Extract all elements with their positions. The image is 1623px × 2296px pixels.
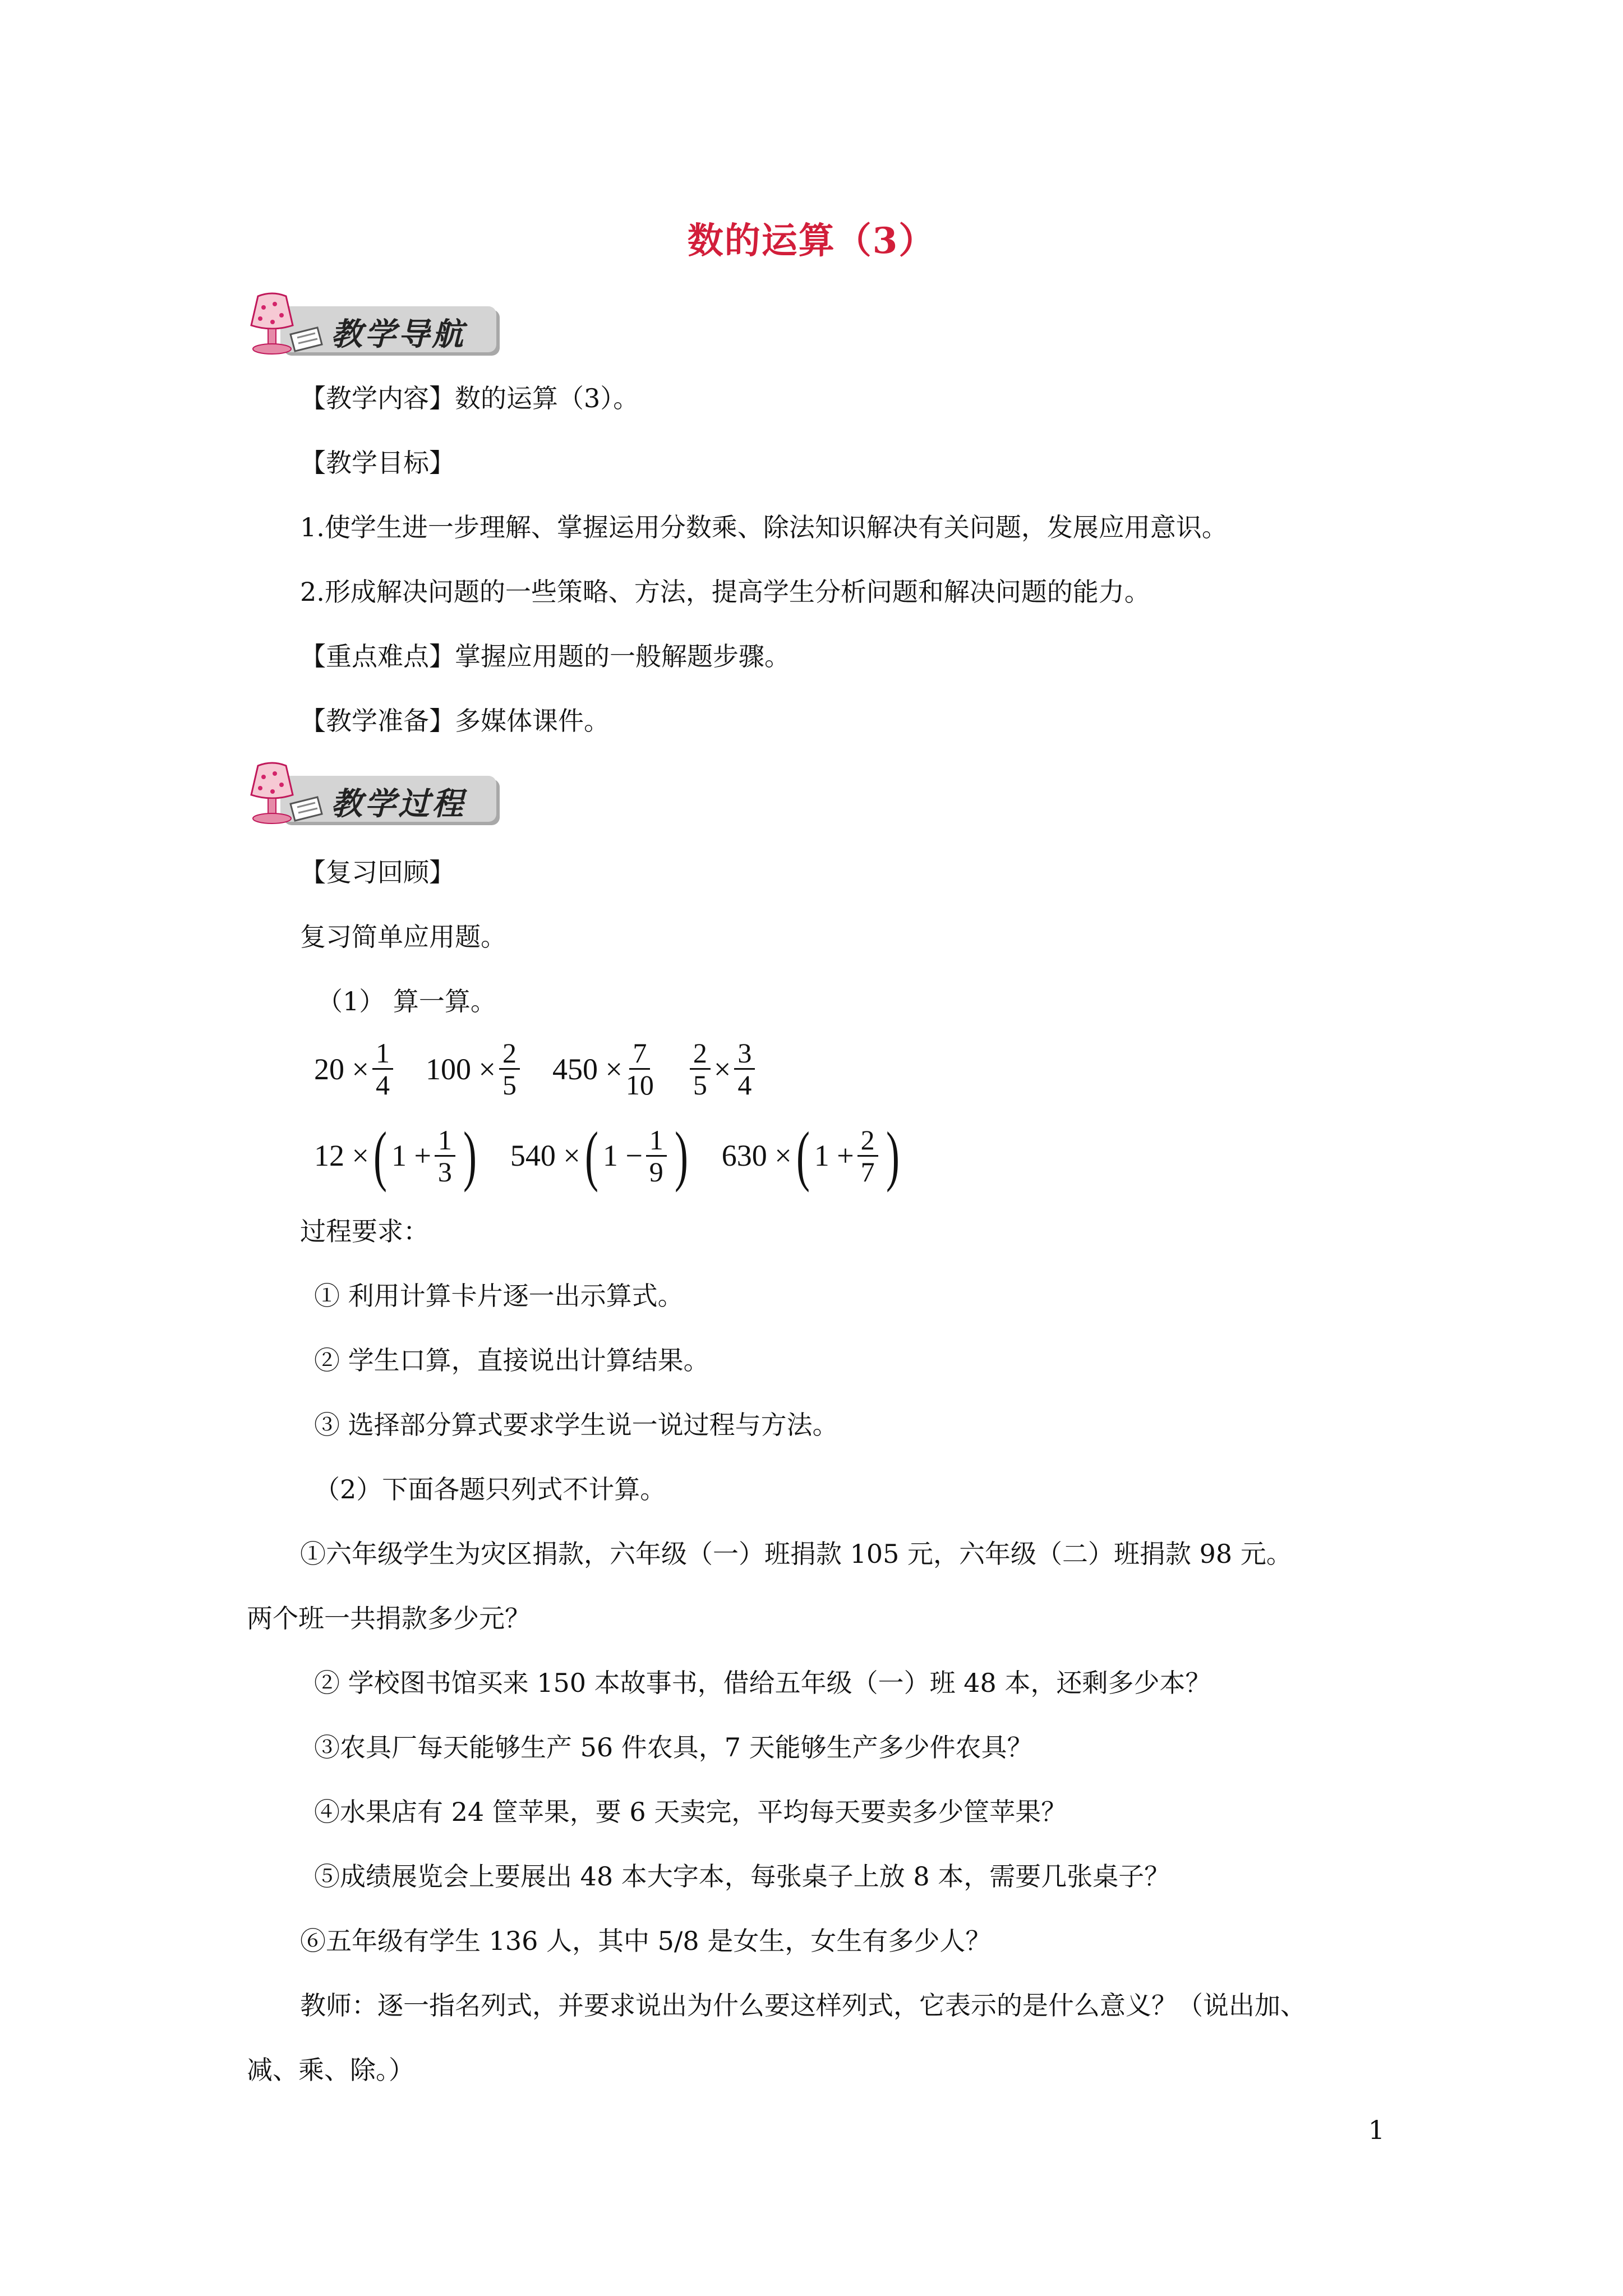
process-step-1: ① 利用计算卡片逐一出示算式。	[314, 1281, 684, 1311]
formula-row-2	[314, 1118, 933, 1193]
lamp-icon	[241, 760, 325, 830]
review-intro: 复习简单应用题。	[300, 922, 506, 952]
page-title: 数的运算（3）	[687, 220, 936, 262]
lamp-icon	[241, 291, 325, 361]
formula-term: 12 × ( 1 + $\frac{1}{3}$ )	[314, 1118, 477, 1193]
formula-term: 450 × $\frac{7}{10}$	[552, 1037, 654, 1101]
nav-line-content: 【教学内容】数的运算（3）。	[300, 383, 639, 413]
problem-1-cont: 两个班一共捐款多少元？	[247, 1603, 531, 1634]
formula-row-1	[314, 1038, 787, 1100]
section-banner-teaching-process	[241, 760, 499, 827]
formula-term: $\frac{2}{5}$ × $\frac{3}{4}$	[686, 1038, 758, 1100]
review-heading: 【复习回顾】	[300, 857, 455, 887]
formula-term: 630 × ( 1 + $\frac{2}{7}$ )	[721, 1118, 900, 1193]
formula-term: 100 × $\frac{2}{5}$	[426, 1038, 523, 1100]
nav-line-goal-1: 1.使学生进一步理解、掌握运用分数乘、除法知识解决有关问题，发展应用意识。	[300, 512, 1228, 542]
problem-6: ⑥五年级有学生 136 人，其中 5/8 是女生，女生有多少人？	[300, 1926, 992, 1956]
nav-line-goal-2: 2.形成解决问题的一些策略、方法，提高学生分析问题和解决问题的能力。	[300, 577, 1150, 607]
banner-label: 教学过程	[331, 786, 465, 822]
problem-1: ①六年级学生为灾区捐款，六年级（一）班捐款 105 元，六年级（二）班捐款 98 元。	[300, 1539, 1292, 1569]
nav-line-keypoints: 【重点难点】掌握应用题的一般解题步骤。	[300, 641, 790, 671]
formula-term: 20 × $\frac{1}{4}$	[314, 1038, 396, 1100]
review-item-2: （2）下面各题只列式不计算。	[314, 1474, 666, 1504]
formula-term: 540 × ( 1 − $\frac{1}{9}$ )	[510, 1118, 688, 1193]
nav-line-prep: 【教学准备】多媒体课件。	[300, 706, 610, 736]
problem-3: ③农具厂每天能够生产 56 件农具，7 天能够生产多少件农具？	[314, 1732, 1033, 1763]
problem-5: ⑤成绩展览会上要展出 48 本大字本，每张桌子上放 8 本，需要几张桌子？	[314, 1861, 1170, 1892]
review-item-1: （1） 算一算。	[317, 986, 496, 1016]
process-step-2: ② 学生口算，直接说出计算结果。	[314, 1345, 709, 1375]
process-step-3: ③ 选择部分算式要求学生说一说过程与方法。	[314, 1410, 838, 1440]
nav-line-goals: 【教学目标】	[300, 448, 455, 478]
section-banner-teaching-nav	[241, 291, 499, 358]
process-title: 过程要求：	[300, 1216, 429, 1246]
page-number: 1	[1368, 2115, 1385, 2145]
teacher-note-cont: 减、乘、除。）	[247, 2055, 414, 2085]
problem-2: ② 学校图书馆买来 150 本故事书，借给五年级（一）班 48 本，还剩多少本？	[314, 1668, 1211, 1698]
banner-label: 教学导航	[331, 316, 465, 353]
teacher-note: 教师：逐一指名列式，并要求说出为什么要这样列式，它表示的是什么意义？（说出加、	[300, 1990, 1306, 2021]
problem-4: ④水果店有 24 筐苹果，要 6 天卖完，平均每天要卖多少筐苹果？	[314, 1797, 1067, 1827]
